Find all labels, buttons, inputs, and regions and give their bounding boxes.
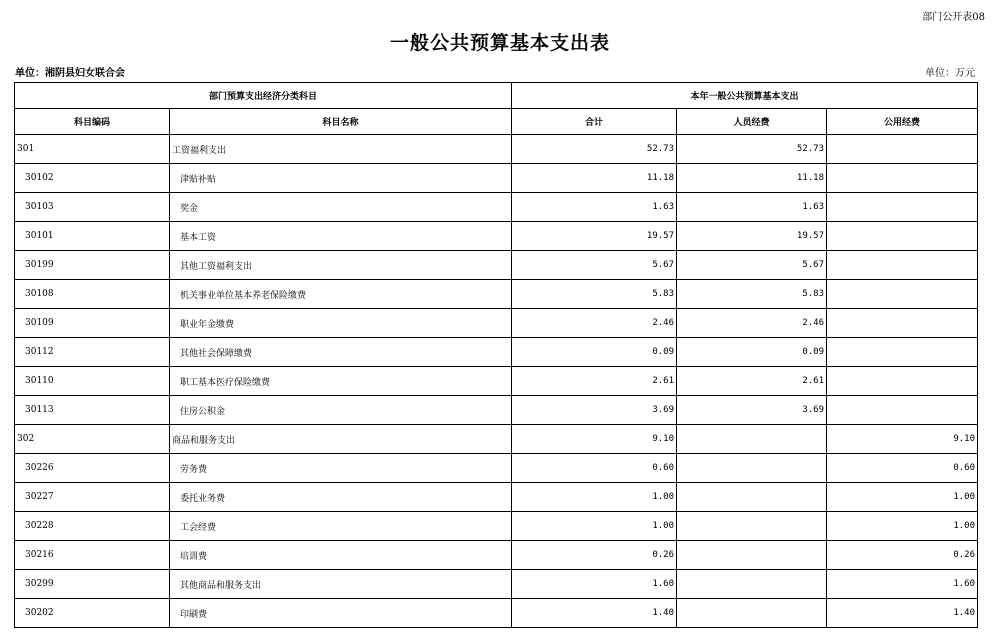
cell-public <box>827 251 978 280</box>
header-code: 科目编码 <box>15 109 170 135</box>
cell-code: 30101 <box>15 222 170 251</box>
cell-name: 委托业务费 <box>170 483 512 512</box>
header-basic-expenditure: 本年一般公共预算基本支出 <box>512 83 978 109</box>
cell-personnel <box>677 454 827 483</box>
cell-total: 2.46 <box>512 309 677 338</box>
cell-personnel: 52.73 <box>677 135 827 164</box>
cell-personnel <box>677 483 827 512</box>
table-row <box>15 454 978 483</box>
cell-total: 0.60 <box>512 454 677 483</box>
cell-total: 9.10 <box>512 425 677 454</box>
cell-public: 0.60 <box>827 454 978 483</box>
cell-total: 1.63 <box>512 193 677 222</box>
header-column-row <box>15 109 978 135</box>
page-title: 一般公共预算基本支出表 <box>389 32 610 54</box>
header-total: 合计 <box>512 109 677 135</box>
cell-total: 1.40 <box>512 599 677 628</box>
cell-total: 11.18 <box>512 164 677 193</box>
cell-total: 1.00 <box>512 512 677 541</box>
cell-personnel: 19.57 <box>677 222 827 251</box>
cell-name: 其他社会保障缴费 <box>170 338 512 367</box>
cell-code: 30103 <box>15 193 170 222</box>
cell-code: 301 <box>15 135 170 164</box>
cell-code: 30110 <box>15 367 170 396</box>
cell-name: 其他商品和服务支出 <box>170 570 512 599</box>
cell-public <box>827 396 978 425</box>
table-row <box>15 483 978 512</box>
cell-personnel: 5.83 <box>677 280 827 309</box>
cell-code: 30216 <box>15 541 170 570</box>
cell-personnel: 3.69 <box>677 396 827 425</box>
cell-name: 工会经费 <box>170 512 512 541</box>
cell-public <box>827 338 978 367</box>
cell-public <box>827 222 978 251</box>
table-row <box>15 338 978 367</box>
cell-personnel <box>677 512 827 541</box>
cell-total: 2.61 <box>512 367 677 396</box>
cell-name: 劳务费 <box>170 454 512 483</box>
cell-public <box>827 135 978 164</box>
cell-name: 印刷费 <box>170 599 512 628</box>
cell-public: 9.10 <box>827 425 978 454</box>
table-row <box>15 135 978 164</box>
cell-code: 30113 <box>15 396 170 425</box>
cell-name: 职工基本医疗保险缴费 <box>170 367 512 396</box>
cell-personnel: 1.63 <box>677 193 827 222</box>
cell-code: 30109 <box>15 309 170 338</box>
cell-code: 30112 <box>15 338 170 367</box>
cell-total: 1.60 <box>512 570 677 599</box>
cell-name: 培训费 <box>170 541 512 570</box>
table-row <box>15 570 978 599</box>
cell-total: 1.00 <box>512 483 677 512</box>
table-row <box>15 599 978 628</box>
cell-code: 30299 <box>15 570 170 599</box>
cell-name: 基本工资 <box>170 222 512 251</box>
cell-public: 1.00 <box>827 483 978 512</box>
header-public: 公用经费 <box>827 109 978 135</box>
cell-code: 30228 <box>15 512 170 541</box>
cell-code: 30227 <box>15 483 170 512</box>
cell-total: 0.09 <box>512 338 677 367</box>
cell-name: 其他工资福利支出 <box>170 251 512 280</box>
table-row <box>15 222 978 251</box>
cell-personnel: 5.67 <box>677 251 827 280</box>
header-group-row <box>15 83 978 109</box>
cell-name: 津贴补贴 <box>170 164 512 193</box>
cell-public: 0.26 <box>827 541 978 570</box>
cell-personnel: 2.46 <box>677 309 827 338</box>
table-row <box>15 193 978 222</box>
cell-name: 职业年金缴费 <box>170 309 512 338</box>
cell-code: 30102 <box>15 164 170 193</box>
table-row <box>15 396 978 425</box>
cell-name: 商品和服务支出 <box>170 425 512 454</box>
cell-public: 1.40 <box>827 599 978 628</box>
cell-total: 0.26 <box>512 541 677 570</box>
cell-code: 302 <box>15 425 170 454</box>
table-row <box>15 512 978 541</box>
table-row <box>15 164 978 193</box>
form-number: 部门公开表08 <box>922 12 985 23</box>
cell-personnel <box>677 425 827 454</box>
cell-total: 52.73 <box>512 135 677 164</box>
cell-code: 30226 <box>15 454 170 483</box>
header-name: 科目名称 <box>170 109 512 135</box>
cell-total: 3.69 <box>512 396 677 425</box>
cell-name: 奖金 <box>170 193 512 222</box>
table-row <box>15 309 978 338</box>
cell-total: 19.57 <box>512 222 677 251</box>
budget-table <box>14 82 978 628</box>
cell-public: 1.60 <box>827 570 978 599</box>
cell-total: 5.83 <box>512 280 677 309</box>
cell-public <box>827 280 978 309</box>
cell-code: 30199 <box>15 251 170 280</box>
cell-public <box>827 164 978 193</box>
cell-personnel <box>677 599 827 628</box>
cell-name: 住房公积金 <box>170 396 512 425</box>
cell-code: 30202 <box>15 599 170 628</box>
unit-name: 单位：湘阴县妇女联合会 <box>15 68 125 79</box>
table-body <box>15 135 978 628</box>
header-personnel: 人员经费 <box>677 109 827 135</box>
table-row <box>15 541 978 570</box>
cell-code: 30108 <box>15 280 170 309</box>
cell-personnel <box>677 541 827 570</box>
currency-unit: 单位：万元 <box>925 68 975 79</box>
cell-public <box>827 193 978 222</box>
table-row <box>15 367 978 396</box>
cell-total: 5.67 <box>512 251 677 280</box>
cell-public: 1.00 <box>827 512 978 541</box>
cell-personnel: 2.61 <box>677 367 827 396</box>
header-economic-classification: 部门预算支出经济分类科目 <box>15 83 512 109</box>
cell-name: 机关事业单位基本养老保险缴费 <box>170 280 512 309</box>
table-row <box>15 251 978 280</box>
table-row <box>15 280 978 309</box>
cell-public <box>827 309 978 338</box>
cell-public <box>827 367 978 396</box>
cell-personnel: 11.18 <box>677 164 827 193</box>
cell-personnel <box>677 570 827 599</box>
table-row <box>15 425 978 454</box>
cell-personnel: 0.09 <box>677 338 827 367</box>
cell-name: 工资福利支出 <box>170 135 512 164</box>
